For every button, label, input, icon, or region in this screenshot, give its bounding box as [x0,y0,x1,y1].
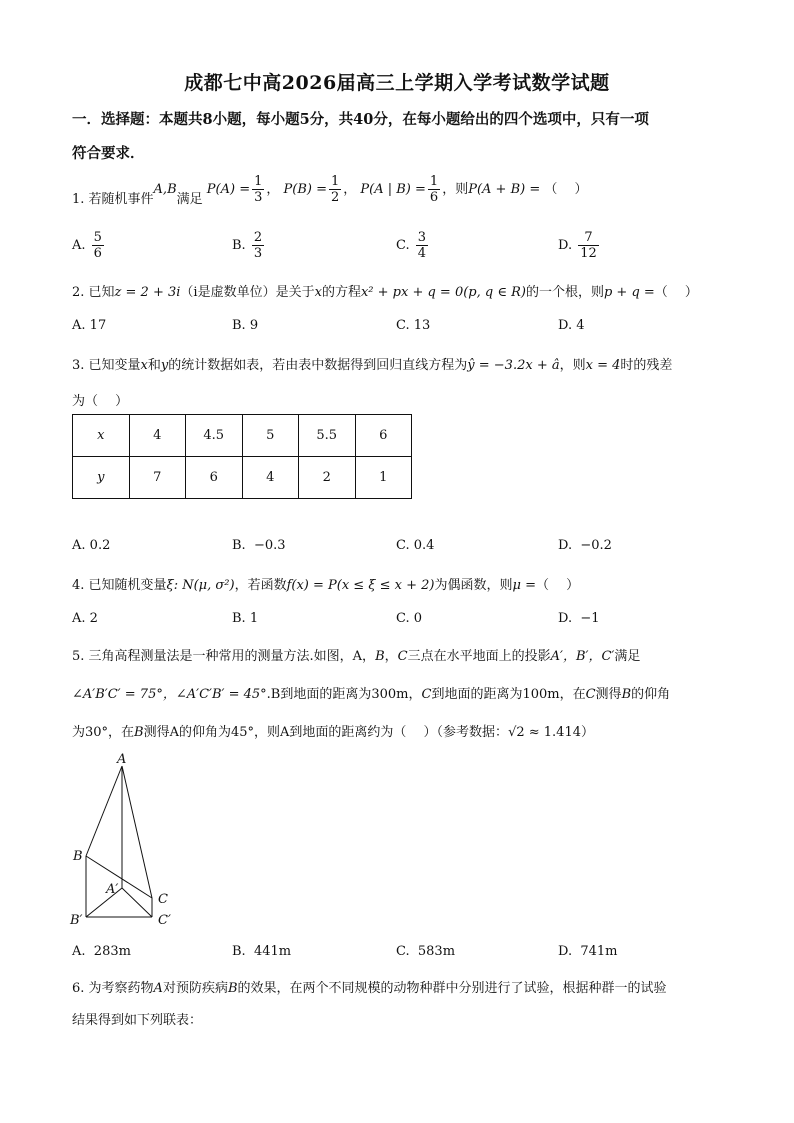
q3-option-c-value: 0.4 [413,538,435,553]
q1-option-c-fraction [416,230,428,261]
q4-option-a[interactable] [72,611,98,626]
q1-option-b-num: 2 [253,230,263,245]
q3-data-table [72,414,412,499]
q4-option-c-label: C. [396,611,410,626]
q2-text-1: 2. 已知 [72,285,115,300]
table-cell: 7 [129,457,186,499]
q1-option-a-den: 6 [93,246,102,261]
q2-option-b-value: 9 [249,318,259,333]
q5-option-b-value: 441m [253,944,292,959]
q1-pab-fraction [428,174,440,205]
q1-option-c[interactable] [396,230,430,261]
q2-text-2: （i是虚数单位）是关于 [180,285,315,300]
q5-line3-d: √2 ≈ 1.414 [508,725,581,740]
table-cell: 4 [129,415,186,457]
q2-option-a[interactable] [72,318,106,333]
q3-option-b[interactable] [232,538,286,553]
q3-option-d[interactable] [558,538,612,553]
q3-text-3: 的统计数据如表，若由表中数据得到回归直线方程为 [168,358,468,373]
q5-line1-d: C [397,649,408,664]
q5-option-c-label: C. [396,944,410,959]
q1-option-a-fraction [92,230,104,261]
q1-option-b[interactable] [232,230,266,261]
q4-option-b-value: 1 [249,611,259,626]
q5-line2-g: B [621,687,632,702]
q1-paren: （ ） [544,182,588,197]
q2-option-b-label: B. [232,318,246,333]
page-title: 成都七中高2026届高三上学期入学考试数学试题 [184,72,610,94]
label-a: A [117,752,127,767]
question-2 [72,281,698,300]
q4-xi: ξ [166,578,174,593]
question-5-line-1 [72,645,640,664]
q5-line2-d: 到地面的距离为100m，在 [431,687,586,702]
q6-line1-a: 6. 为考察药物 [72,981,154,996]
q1-option-b-den: 3 [253,246,263,261]
q3-option-a-label: A. [72,538,86,553]
q5-line2-a: ∠A′B′C′ = 75°，∠A′C′B′ = 45° [72,687,267,702]
q5-line1-c: ， [384,649,398,664]
q5-option-c-value: 583m [417,944,456,959]
question-3-line-2: 为（ ） [72,394,129,409]
q5-line3-a: 为30°，在 [72,725,135,740]
question-3-line-1 [72,354,672,373]
q1-pb-num: 1 [330,174,340,189]
q4-ask: μ = [512,578,536,593]
q3-text-5: 时的残差 [620,358,673,373]
q2-option-c-label: C. [396,318,410,333]
table-cell: 2 [299,457,356,499]
q1-option-d-label: D. [558,238,573,253]
q3-regression-equation: ŷ = −3.2x + â [467,358,560,373]
q5-option-a-value: 283m [93,944,131,959]
q5-line2-e: C [585,687,596,702]
q5-figure [66,752,186,937]
q5-option-b[interactable] [232,944,291,959]
q4-option-d-label: D. [558,611,573,626]
q1-option-d[interactable] [558,230,601,261]
q4-option-a-label: A. [72,611,86,626]
section-header-line-2: 符合要求． [72,145,145,162]
q2-z: z = 2 + 3i [114,285,181,300]
question-4 [72,574,579,593]
q6-line1-e: 的效果，在两个不同规模的动物种群中分别进行了试验，根据种群一的试验 [237,981,667,996]
question-1: 1. 若随机事件A,B满足 P(A) = $\frac{1}{3}$ ， P(B) = $\frac{1}{2}$ ， P(A | B) = $\frac{1}{6}$ ，则P(A + B) = （ ） [72,174,588,207]
q3-var-y: y [160,358,169,373]
q1-option-d-fraction [578,230,599,261]
q3-option-b-label: B. [232,538,246,553]
q2-paren: （ ） [654,285,698,300]
q5-line1-f: A′，B′，C′ [550,649,615,664]
q4-paren: （ ） [535,578,580,593]
q5-option-c[interactable] [396,944,455,959]
q6-line1-c: 对预防疾病 [162,981,228,996]
q2-option-d-label: D. [558,318,573,333]
q5-line3-c: 测得A的仰角为45°，则A到地面的距离约为（ ）（参考数据： [143,725,509,740]
q5-line1-g: 满足 [614,649,641,664]
q1-option-d-den: 12 [580,246,597,261]
edge-b-c [86,856,152,898]
q1-option-c-label: C. [396,238,410,253]
q2-equation: x² + px + q = 0(p, q ∈ R) [360,285,526,300]
q1-option-b-fraction [252,230,264,261]
table-cell: 4 [242,457,299,499]
q1-pa-fraction [252,174,264,205]
q4-text-3: 为偶函数，则 [434,578,513,593]
table-cell: 4.5 [186,415,243,457]
q1-pab: P(A | B) = [360,182,426,197]
q1-option-a[interactable] [72,230,106,261]
edge-a-b [86,766,122,856]
q5-option-d-label: D. [558,944,573,959]
q1-option-b-label: B. [232,238,246,253]
q2-option-a-value: 17 [89,318,107,333]
q4-option-c[interactable] [396,611,422,626]
q1-pab-den: 6 [429,190,439,205]
q2-option-c-value: 13 [413,318,431,333]
table-header-x: x [73,415,130,457]
table-cell: 6 [355,415,412,457]
q2-x: x [314,285,322,300]
q1-pb: P(B) = [283,182,327,197]
table-row [73,457,412,499]
q2-option-a-label: A. [72,318,86,333]
q3-text-1: 3. 已知变量 [72,358,141,373]
q1-mid: 满足 [176,192,203,207]
q2-option-d-value: 4 [576,318,585,333]
q5-line2-b: .B到地面的距离为300m， [266,687,422,702]
label-b: B [73,849,83,864]
q4-text-2: ，若函数 [234,578,287,593]
q2-text-4: 的一个根，则 [525,285,604,300]
q5-option-b-label: B. [232,944,246,959]
q5-option-d-value: 741m [580,944,618,959]
q1-events: A,B [153,182,177,197]
q3-option-c[interactable] [396,538,434,553]
q4-text-1: 4. 已知随机变量 [72,578,167,593]
q3-text-2: 和 [147,358,161,373]
q1-option-c-num: 3 [417,230,427,245]
edge-a1-c1 [122,888,152,917]
q5-line2-h: 的仰角 [631,687,671,702]
table-cell: 5 [242,415,299,457]
q2-option-c[interactable] [396,318,430,333]
q3-condition: x = 4 [585,358,621,373]
q5-option-a[interactable] [72,944,131,959]
table-row [73,415,412,457]
q6-line1-d: B [227,981,238,996]
q1-pa: P(A) = [206,182,251,197]
edge-a-c [122,766,152,898]
q2-option-b[interactable] [232,318,258,333]
label-b-prime: B′ [70,913,83,928]
q2-option-d[interactable] [558,318,585,333]
label-c-prime: C′ [158,913,171,928]
q1-pb-fraction [329,174,341,205]
q3-option-c-label: C. [396,538,410,553]
q4-option-b-label: B. [232,611,246,626]
q4-option-d-value: −1 [580,611,600,626]
q5-line2-c: C [421,687,432,702]
q5-line3-b: B [134,725,144,740]
q3-var-x: x [140,358,148,373]
q2-ask: p + q = [603,285,655,300]
q2-text-3: 的方程 [321,285,361,300]
q1-pab-num: 1 [429,174,439,189]
q5-line3-e: ） [581,725,595,740]
q4-option-c-value: 0 [413,611,423,626]
question-6-line-1 [72,977,667,996]
q1-option-c-den: 4 [417,246,427,261]
table-cell: 1 [355,457,412,499]
section-header-line-1: 一．选择题：本题共8小题，每小题5分，共40分，在每小题给出的四个选项中，只有一项 [72,111,649,128]
q4-function: f(x) = P(x ≤ ξ ≤ x + 2) [286,578,435,593]
q3-text-4: ，则 [559,358,586,373]
question-5-line-2 [72,683,670,702]
q3-option-a[interactable] [72,538,110,553]
label-a-prime: A′ [106,882,119,897]
q1-pa-num: 1 [254,174,263,189]
table-cell: 5.5 [299,415,356,457]
q1-prefix: 1. 若随机事件 [72,192,154,207]
table-header-y: y [73,457,130,499]
q3-option-d-label: D. [558,538,573,553]
q4-option-a-value: 2 [89,611,98,626]
q1-option-a-label: A. [72,238,86,253]
q1-pb-den: 2 [330,190,340,205]
q3-option-a-value: 0.2 [89,538,111,553]
q4-option-b[interactable] [232,611,258,626]
q1-ask: P(A + B) = [468,182,541,197]
q1-option-a-num: 5 [93,230,102,245]
q4-distribution: : N(μ, σ²) [173,578,235,593]
q1-pa-den: 3 [254,190,263,205]
q5-line2-f: 测得 [595,687,622,702]
label-c: C [158,892,168,907]
q1-option-d-num: 7 [578,230,599,246]
q6-line1-b: A [153,981,163,996]
q5-option-d[interactable] [558,944,618,959]
question-6-line-2: 结果得到如下列联表： [72,1013,203,1028]
q5-line1-a: 5. 三角高程测量法是一种常用的测量方法.如图，A， [72,649,376,664]
question-5-line-3 [72,721,594,740]
q5-line1-b: B [375,649,385,664]
q3-option-b-value: −0.3 [253,538,286,553]
q4-option-d[interactable] [558,611,600,626]
q5-option-a-label: A. [72,944,86,959]
q1-then: ，则 [442,182,469,197]
table-cell: 6 [186,457,243,499]
q3-option-d-value: −0.2 [580,538,612,553]
q5-line1-e: 三点在水平地面上的投影 [407,649,551,664]
